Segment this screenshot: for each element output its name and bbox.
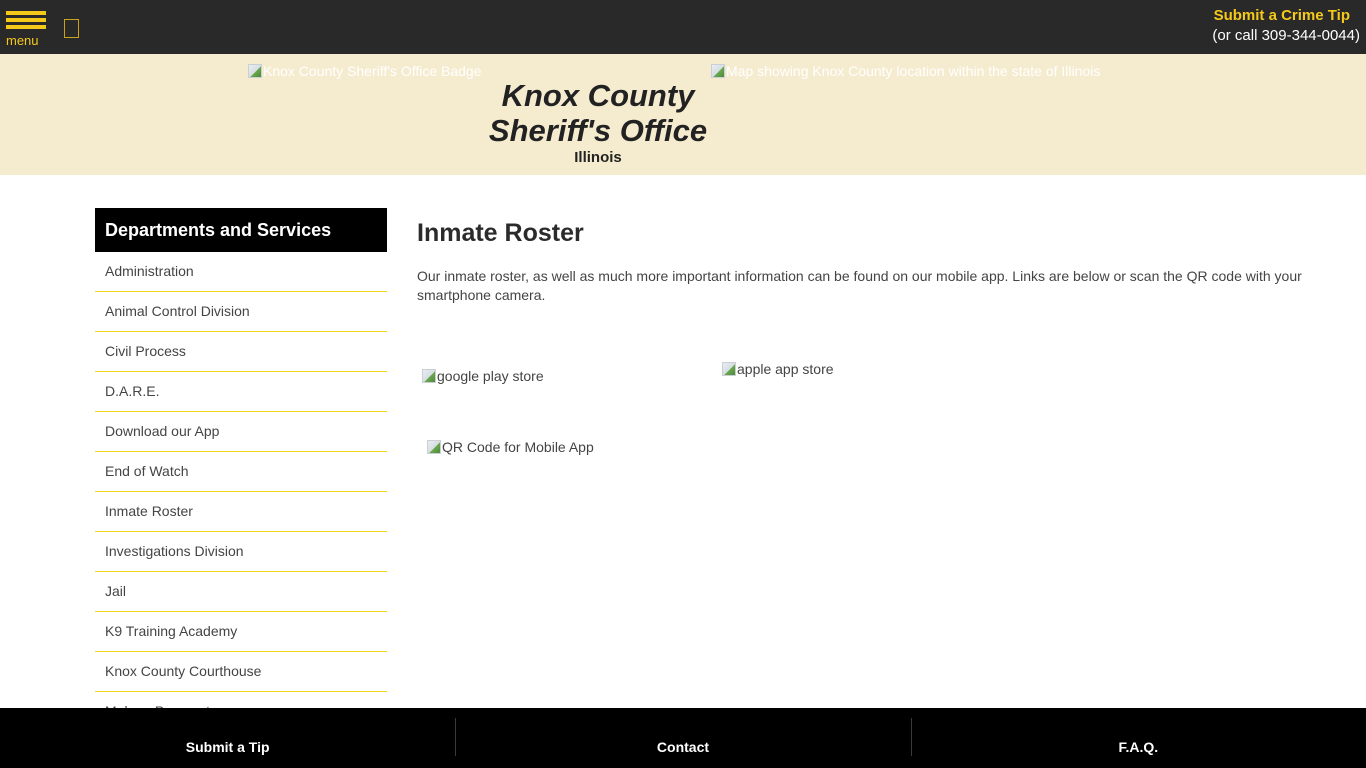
page-title: Inmate Roster [417,219,584,247]
footer-faq-link[interactable]: F.A.Q. [911,708,1366,768]
apple-app-store-link[interactable] [722,361,834,377]
crime-tip-box [1212,6,1360,46]
county-map-image [711,63,1100,79]
hamburger-icon-bar [6,18,46,22]
apple-store-alt-text: apple app store [737,361,834,377]
sheriff-badge-image [248,63,482,79]
sidebar-item-download-app[interactable]: Download our App [95,412,387,452]
broken-image-icon [248,64,262,78]
broken-image-icon [422,369,436,383]
sidebar-item-jail[interactable]: Jail [95,572,387,612]
sidebar-item-dare[interactable]: D.A.R.E. [95,372,387,412]
main-content [417,215,1357,455]
sidebar-item-inmate-roster[interactable]: Inmate Roster [95,492,387,532]
sidebar-item-end-of-watch[interactable]: End of Watch [95,452,387,492]
submit-crime-tip-link[interactable]: Submit a Crime Tip [1213,7,1350,24]
tip-phone-number: (or call 309-344-0044) [1212,27,1360,44]
sidebar-item-animal-control[interactable]: Animal Control Division [95,292,387,332]
google-play-alt-text: google play store [437,368,544,384]
sidebar-item-courthouse[interactable]: Knox County Courthouse [95,652,387,692]
footer-contact-link[interactable]: Contact [455,708,910,768]
qr-alt-text: QR Code for Mobile App [442,439,594,455]
sidebar-item-civil-process[interactable]: Civil Process [95,332,387,372]
site-subtitle: Illinois [574,149,622,166]
menu-button[interactable] [6,11,48,49]
broken-image-icon [722,362,736,376]
site-title[interactable] [478,78,718,148]
sidebar-item-investigations[interactable]: Investigations Division [95,532,387,572]
top-bar [0,0,1366,54]
site-header [0,54,1366,175]
qr-code-image [427,439,594,455]
broken-image-icon [427,440,441,454]
site-title-line2: Sheriff's Office [488,113,708,148]
intro-paragraph: Our inmate roster, as well as much more important information can be found on our mobile app. Links are below or scan the QR code with your smartphone camera. [417,268,1302,303]
menu-label: menu [6,33,39,48]
sidebar-heading: Departments and Services [95,208,387,252]
hamburger-icon [6,11,46,15]
sidebar-item-administration[interactable]: Administration [95,252,387,292]
badge-alt-text: Knox County Sheriff's Office Badge [263,63,482,79]
home-icon[interactable] [64,19,79,38]
footer-bar [0,708,1366,768]
footer-submit-tip-link[interactable]: Submit a Tip [185,739,270,755]
hamburger-icon-bar [6,25,46,29]
departments-sidebar [95,208,387,732]
google-play-store-link[interactable] [422,368,544,384]
sidebar-item-k9-academy[interactable]: K9 Training Academy [95,612,387,652]
site-title-line1: Knox County [501,78,695,113]
broken-image-icon [711,64,725,78]
map-alt-text: Map showing Knox County location within the state of Illinois [726,63,1101,79]
